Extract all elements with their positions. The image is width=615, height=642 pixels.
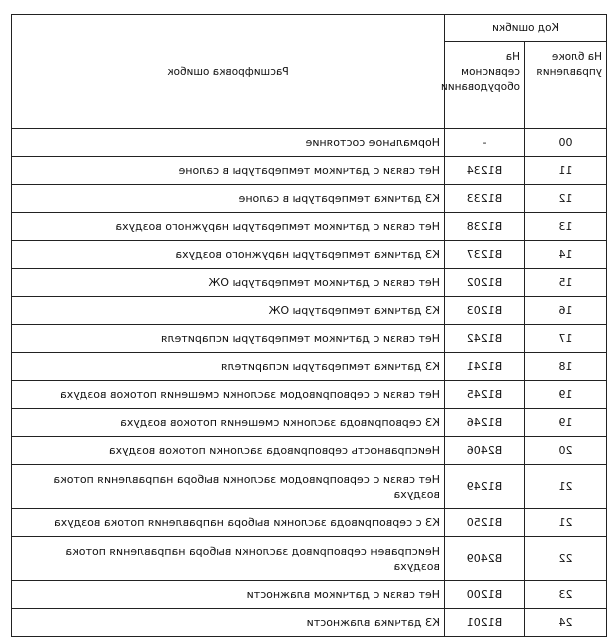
error-code-service: B1249 [444, 465, 524, 509]
table-row [12, 609, 607, 637]
error-code-unit: 16 [525, 297, 607, 325]
error-code-service: B1201 [444, 609, 524, 637]
table-row [12, 297, 607, 325]
error-description: Нет связи с датчиком температуры наружного воздуха [12, 213, 445, 241]
error-code-service: B1241 [444, 353, 524, 381]
table-row [12, 509, 607, 537]
error-description: Неисправен сервопривод заслонки выбора направления потока воздуха [12, 537, 445, 581]
error-description: Нормальное состояние [12, 129, 445, 157]
error-description: Нет связи с сервоприводом заслонки выбора направления потока воздуха [12, 465, 445, 509]
error-description: Неисправность сервопривода заслонки потоков воздуха [12, 437, 445, 465]
error-description: КЗ датчика температуры в салоне [12, 185, 445, 213]
header-row-group [12, 15, 607, 42]
table-row [12, 213, 607, 241]
error-description: КЗ датчика температуры испарителя [12, 353, 445, 381]
error-code-unit: 11 [525, 157, 607, 185]
error-code-unit: 12 [525, 185, 607, 213]
table-row [12, 381, 607, 409]
error-description: Нет связи с датчиком температуры в салоне [12, 157, 445, 185]
error-code-table [11, 14, 607, 637]
table-row [12, 325, 607, 353]
error-description: КЗ датчика влажности [12, 609, 445, 637]
error-code-unit: 20 [525, 437, 607, 465]
error-description: КЗ датчика температуры наружного воздуха [12, 241, 445, 269]
error-description: Нет связи с датчиком температуры испарителя [12, 325, 445, 353]
error-code-service: B1238 [444, 213, 524, 241]
error-description: КЗ датчика температуры ОЖ [12, 297, 445, 325]
error-code-unit: 14 [525, 241, 607, 269]
error-description: КЗ сервопривода заслонки смешения потоков воздуха [12, 409, 445, 437]
error-code-unit: 17 [525, 325, 607, 353]
error-code-unit: 21 [525, 509, 607, 537]
table-row [12, 157, 607, 185]
error-code-service: B2406 [444, 437, 524, 465]
table-row [12, 465, 607, 509]
header-description: Расшифровка ошибок [12, 15, 445, 129]
table-body [12, 129, 607, 637]
table-row [12, 537, 607, 581]
table-row [12, 185, 607, 213]
table-row [12, 581, 607, 609]
table-row [12, 269, 607, 297]
table-row [12, 129, 607, 157]
error-code-service: B1246 [444, 409, 524, 437]
error-code-service: B1200 [444, 581, 524, 609]
error-code-unit: 19 [525, 381, 607, 409]
header-error-code: Код ошибки [444, 15, 606, 42]
error-code-unit: 18 [525, 353, 607, 381]
error-code-unit: 00 [525, 129, 607, 157]
error-code-service: B1237 [444, 241, 524, 269]
header-on-control-unit: На блоке управления [525, 42, 607, 129]
table-row [12, 409, 607, 437]
error-code-unit: 23 [525, 581, 607, 609]
error-code-service: B1242 [444, 325, 524, 353]
error-code-service: B1202 [444, 269, 524, 297]
error-description: Нет связи с сервоприводом заслонки смешения потоков воздуха [12, 381, 445, 409]
error-code-service: B1245 [444, 381, 524, 409]
error-code-unit: 15 [525, 269, 607, 297]
error-code-service: B2409 [444, 537, 524, 581]
error-description: Нет связи с датчиком влажности [12, 581, 445, 609]
error-code-unit: 21 [525, 465, 607, 509]
error-code-unit: 22 [525, 537, 607, 581]
error-description: КЗ с сервопривода заслонки выбора направления потока воздуха [12, 509, 445, 537]
error-code-service: B1203 [444, 297, 524, 325]
error-code-unit: 13 [525, 213, 607, 241]
error-code-service: B1233 [444, 185, 524, 213]
error-code-service: B1250 [444, 509, 524, 537]
error-code-unit: 24 [525, 609, 607, 637]
table-row [12, 241, 607, 269]
table-row [12, 353, 607, 381]
header-on-service-equipment: На сервисном оборудовании [444, 42, 524, 129]
table-row [12, 437, 607, 465]
error-code-service: B1234 [444, 157, 524, 185]
error-code-service: - [444, 129, 524, 157]
error-description: Нет связи с датчиком температуры ОЖ [12, 269, 445, 297]
error-code-unit: 19 [525, 409, 607, 437]
